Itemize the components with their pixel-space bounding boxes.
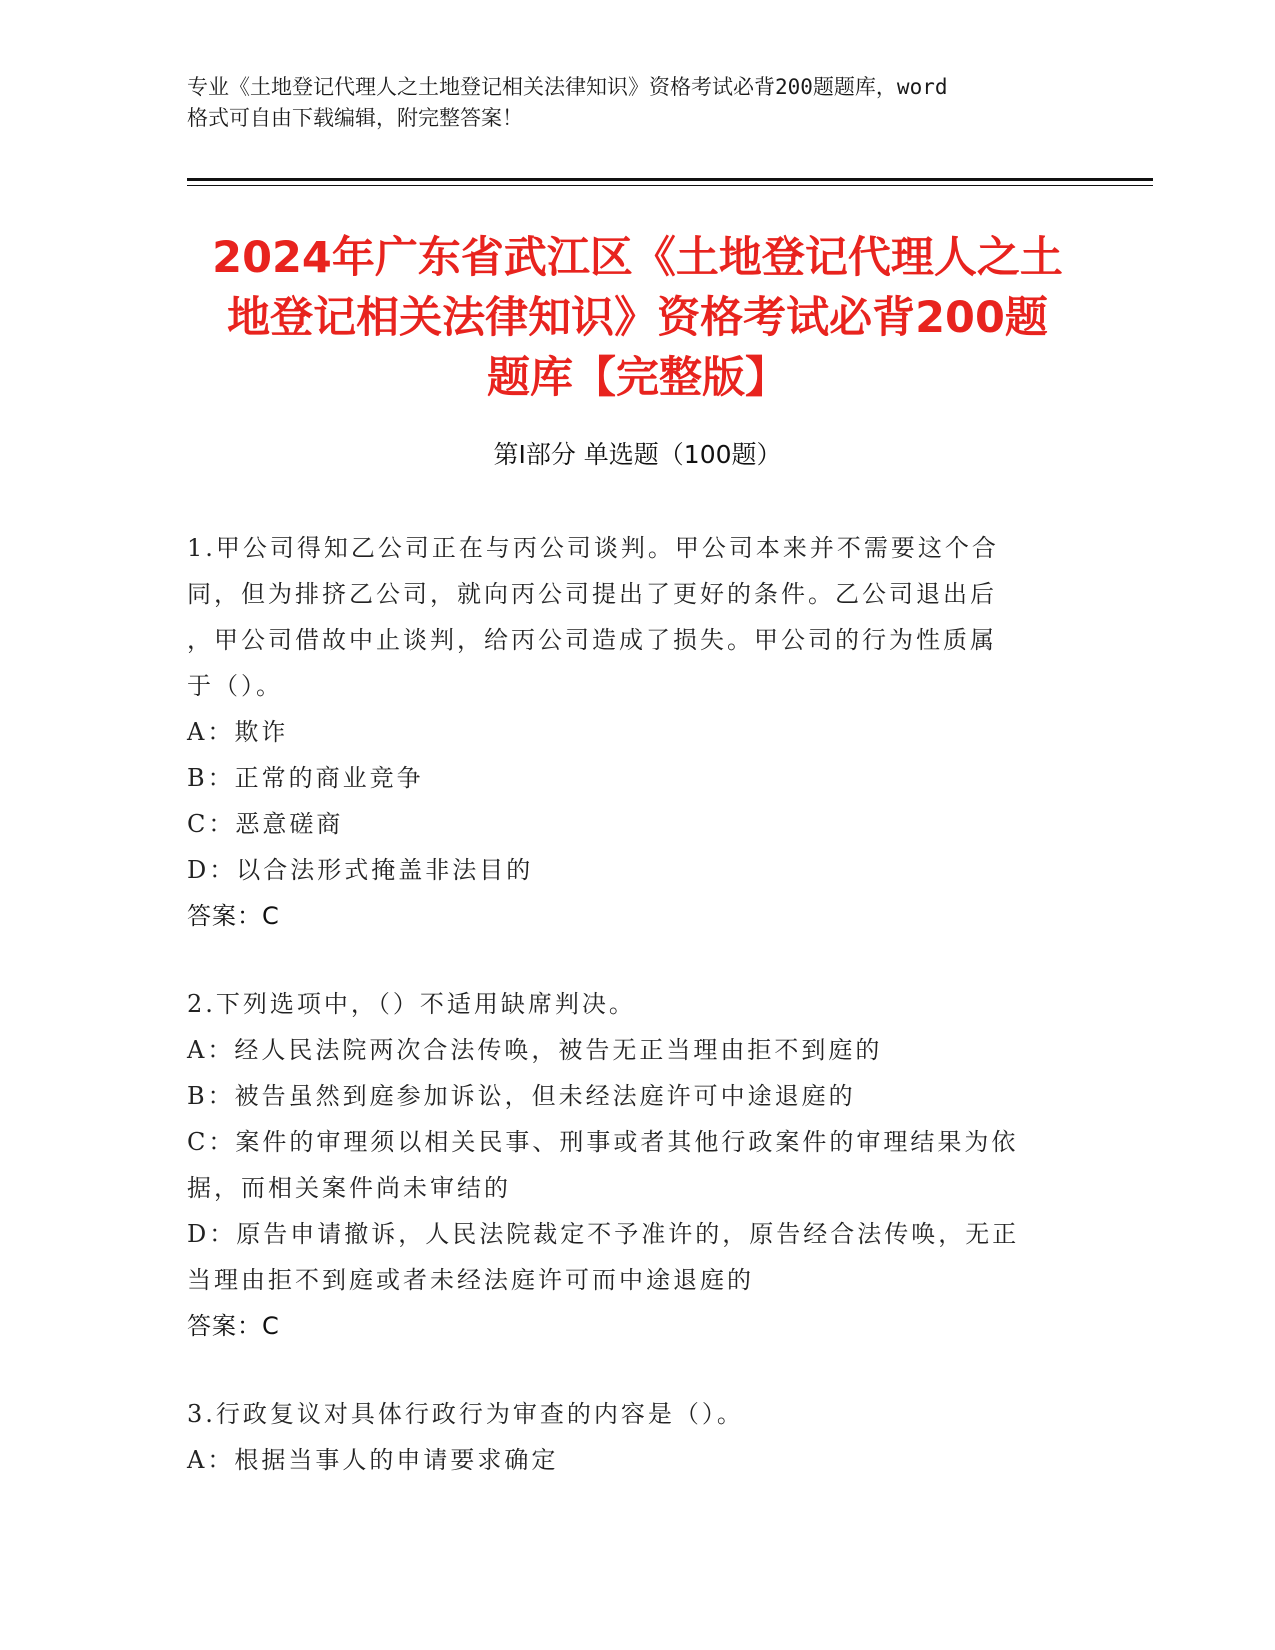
document-title-line-3: 题库【完整版】: [487, 353, 788, 403]
question-1-option-b: B：正常的商业竞争: [187, 764, 424, 792]
header-divider-thin: [187, 185, 1153, 186]
question-1-stem-line-2: 同，但为排挤乙公司，就向丙公司提出了更好的条件。乙公司退出后: [187, 580, 997, 608]
question-2-option-d-line-1: D：原告申请撤诉，人民法院裁定不予准许的，原告经合法传唤，无正: [187, 1220, 1020, 1248]
document-title-line-2: 地登记相关法律知识》资格考试必背200题: [227, 293, 1048, 343]
section-heading: 第Ⅰ部分 单选题（100题）: [493, 440, 782, 469]
document-title: [170, 228, 1105, 408]
question-2-option-c-line-1: C：案件的审理须以相关民事、刑事或者其他行政案件的审理结果为依: [187, 1128, 1019, 1156]
question-2-answer: 答案：C: [187, 1312, 280, 1340]
question-3: [187, 1391, 1087, 1483]
question-1-stem-line-1: 1.甲公司得知乙公司正在与丙公司谈判。甲公司本来并不需要这个合: [187, 534, 999, 562]
question-3-stem-line-1: 3.行政复议对具体行政行为审查的内容是（）。: [187, 1400, 744, 1428]
question-1-stem-line-4: 于（）。: [187, 672, 283, 700]
header-note-line-2: 格式可自由下载编辑，附完整答案！: [187, 106, 523, 130]
question-3-option-a: A：根据当事人的申请要求确定: [187, 1446, 559, 1474]
question-2-stem-line-1: 2.下列选项中，（）不适用缺席判决。: [187, 990, 636, 1018]
question-2: [187, 981, 1087, 1349]
header-note: [187, 72, 1087, 134]
question-1-option-d: D：以合法形式掩盖非法目的: [187, 856, 534, 884]
question-1-stem-line-3: ，甲公司借故中止谈判，给丙公司造成了损失。甲公司的行为性质属: [187, 626, 997, 654]
header-note-line-1: 专业《土地登记代理人之土地登记相关法律知识》资格考试必背200题题库，word: [187, 75, 948, 99]
question-2-option-c-line-2: 据，而相关案件尚未审结的: [187, 1174, 511, 1202]
document-title-line-1: 2024年广东省武江区《土地登记代理人之土: [212, 233, 1063, 283]
question-list: [187, 525, 1087, 1525]
question-2-option-a: A：经人民法院两次合法传唤，被告无正当理由拒不到庭的: [187, 1036, 883, 1064]
question-1: [187, 525, 1087, 939]
header-divider-thick: [187, 178, 1153, 181]
question-2-option-d-line-2: 当理由拒不到庭或者未经法庭许可而中途退庭的: [187, 1266, 754, 1294]
question-2-option-b: B：被告虽然到庭参加诉讼，但未经法庭许可中途退庭的: [187, 1082, 856, 1110]
question-1-option-c: C：恶意磋商: [187, 810, 344, 838]
question-1-answer: 答案：C: [187, 902, 280, 930]
question-1-option-a: A：欺诈: [187, 718, 289, 746]
